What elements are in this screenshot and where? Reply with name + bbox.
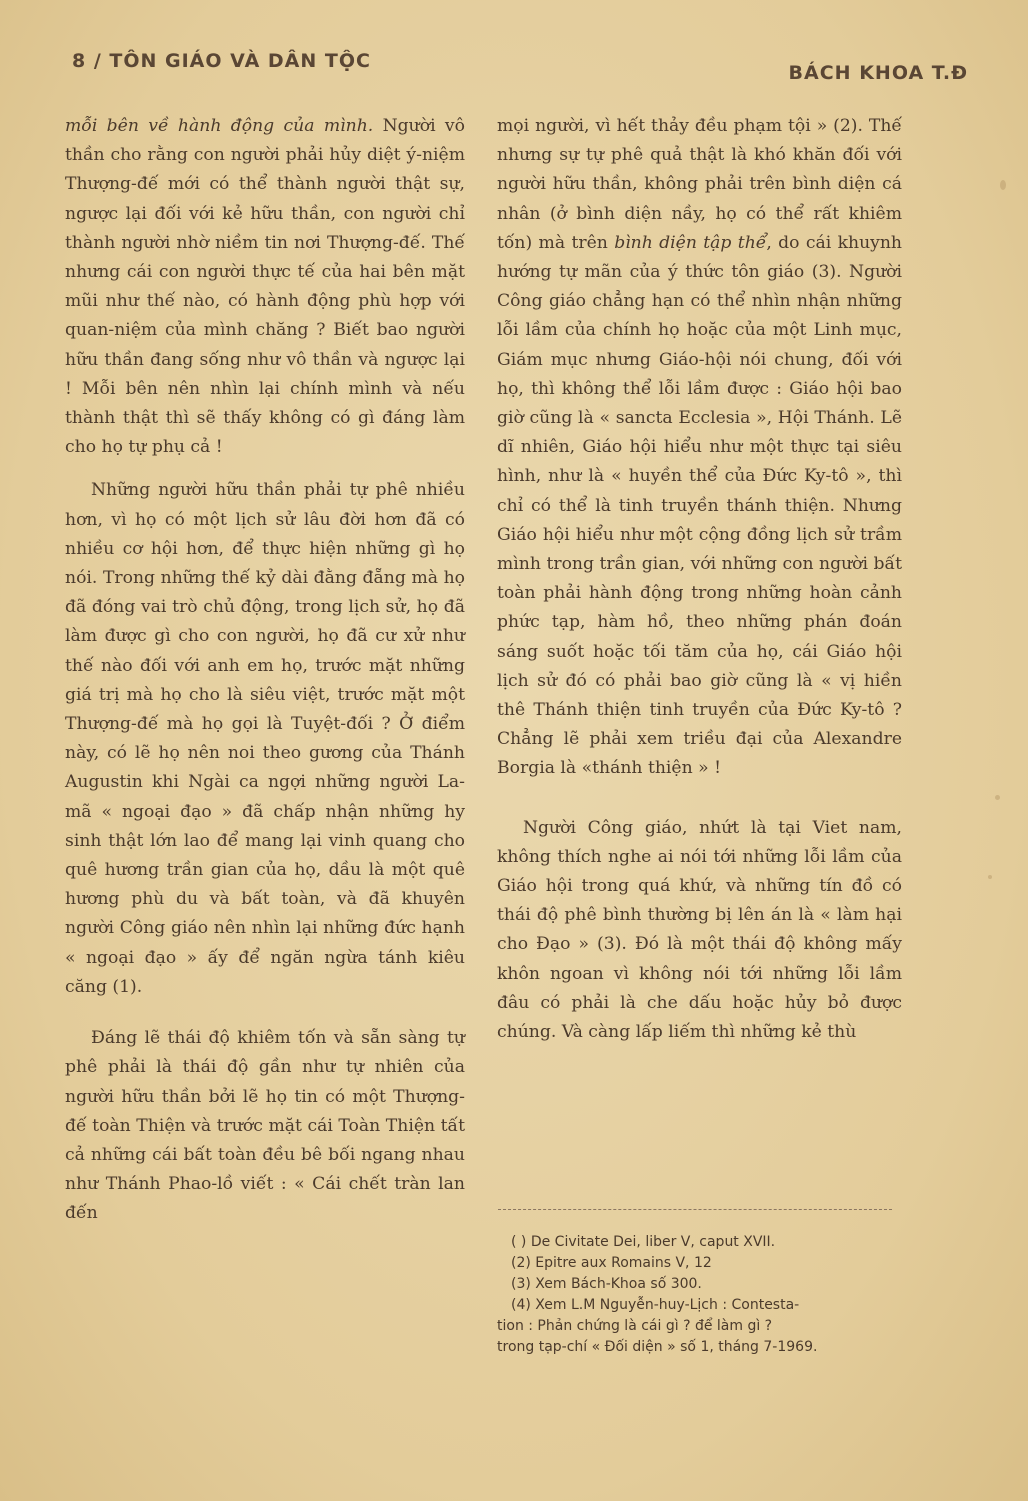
footnote-continuation: tion : Phản chứng là cái gì ? để làm gì ? (497, 1318, 773, 1334)
right-column (497, 112, 902, 1047)
footnote: (4) Xem L.M Nguyễn-huy-Lịch : Contesta- (511, 1297, 800, 1313)
footnote-divider (498, 1209, 892, 1210)
footnote-continuation: trong tạp-chí « Đối diện » số 1, tháng 7-1969. (497, 1339, 818, 1355)
paragraph (497, 112, 902, 784)
footnote: ( ) De Civitate Dei, liber V, caput XVII. (511, 1234, 776, 1250)
paragraph-text: , do cái khuynh hướng tự mãn của ý thức tôn giáo (3). Người Công giáo chẳng hạn có thể nhìn nhận những lỗi lầm của chính họ hoặc của một Linh mục, Giám mục nhưng Giáo-hội nói chung, đối với họ, thì không thể lỗi lầm được : Giáo hội bao giờ cũng là « sancta Ecclesia », Hội Thánh. Lẽ dĩ nhiên, Giáo hội hiểu như một thực tại siêu hình, như là « huyền thể của Đức Ky-tô », thì chỉ có thể là tinh truyền thánh thiện. Nhưng Giáo hội hiểu như một cộng đồng lịch sử trầm mình trong trần gian, với những con người bất toàn phải hành động trong những hoàn cảnh phức tạp, hàm hồ, theo những phán đoán sáng suốt hoặc tối tăm của họ, cái Giáo hội lịch sử đó có phải bao giờ cũng là « vị hiền thê Thánh thiện tinh truyền của Đức Ky-tô ? Chẳng lẽ phải xem triều đại của Alexandre Borgia là «thánh thiện » ! (497, 232, 902, 779)
paper-stain (995, 795, 1000, 800)
paragraph-text: Người vô thần cho rằng con người phải hủy diệt ý-niệm Thượng-đế mới có thể thành người thật sự, ngược lại đối với kẻ hữu thần, con người chỉ thành người nhờ niềm tin nơi Thượng-đế. Thế nhưng cái con người thực tế của hai bên mặt mũi như thế nào, có hành động phù hợp với quan-niệm của mình chăng ? Biết bao người hữu thần đang sống như vô thần và ngược lại ! Mỗi bên nên nhìn lại chính mình và nếu thành thật thì sẽ thấy không có gì đáng làm cho họ tự phụ cả ! (65, 116, 465, 458)
running-head-left: 8 / TÔN GIÁO VÀ DÂN TỘC (72, 50, 371, 72)
italic-phrase: bình diện tập thể (614, 232, 767, 253)
italic-phrase: mỗi bên về hành động của mình. (65, 116, 374, 136)
paragraph (65, 112, 465, 462)
paper-stain (988, 875, 992, 879)
page-header (72, 50, 968, 90)
paragraph: Đáng lẽ thái độ khiêm tốn và sẵn sàng tự phê phải là thái độ gần như tự nhiên của người hữu thần bởi lẽ họ tin có một Thượng-đế toàn Thiện và trước mặt cái Toàn Thiện tất cả những cái bất toàn đều bê bối ngang nhau như Thánh Phao-lồ viết : « Cái chết tràn lan đến (65, 1028, 465, 1224)
running-head-right: BÁCH KHOA T.Đ (788, 62, 968, 84)
footnotes (497, 1232, 897, 1358)
paragraph: Người Công giáo, nhứt là tại Viet nam, không thích nghe ai nói tới những lỗi lầm của Giáo hội trong quá khứ, và những tín đồ có thái độ phê bình thường bị lên án là « làm hại cho Đạo » (3). Đó là một thái độ không mấy khôn ngoan vì không nói tới những lỗi lầm đâu có phải là che dấu hoặc hủy bỏ được chúng. Và càng lấp liếm thì những kẻ thù (497, 817, 902, 1043)
paper-stain (1000, 180, 1006, 190)
footnote: (3) Xem Bách-Khoa số 300. (511, 1276, 702, 1292)
footnote: (2) Epitre aux Romains V, 12 (511, 1255, 712, 1271)
paragraph: Những người hữu thần phải tự phê nhiều hơn, vì họ có một lịch sử lâu đời hơn đã có nhiều cơ hội hơn, để thực hiện những gì họ nói. Trong những thế kỷ dài đằng đẵng mà họ đã đóng vai trò chủ động, trong lịch sử, họ đã làm được gì cho con người, họ đã cư xử như thế nào đối với anh em họ, trước mặt những giá trị mà họ cho là siêu việt, trước mặt một Thượng-đế mà họ gọi là Tuyệt-đối ? Ở điểm này, có lẽ họ nên noi theo gương của Thánh Augustin khi Ngài ca ngợi những người La-mã « ngoại đạo » đã chấp nhận những hy sinh thật lớn lao để mang lại vinh quang cho quê hương trần gian của họ, dầu là một quê hương phù du và bất toàn, và đã khuyên người Công giáo nên nhìn lại những đức hạnh « ngoại đạo » ấy để ngăn ngừa tánh kiêu căng (1). (65, 480, 465, 997)
left-column (65, 112, 465, 1229)
paragraph-text: mọi người, vì hết thảy đều phạm tội » (2). Thế nhưng sự tự phê quả thật là khó khăn đối với người hữu thần, không phải trên bình diện cá nhân (ở bình diện nầy, họ có thể rất khiêm tốn) mà trên (497, 116, 902, 253)
